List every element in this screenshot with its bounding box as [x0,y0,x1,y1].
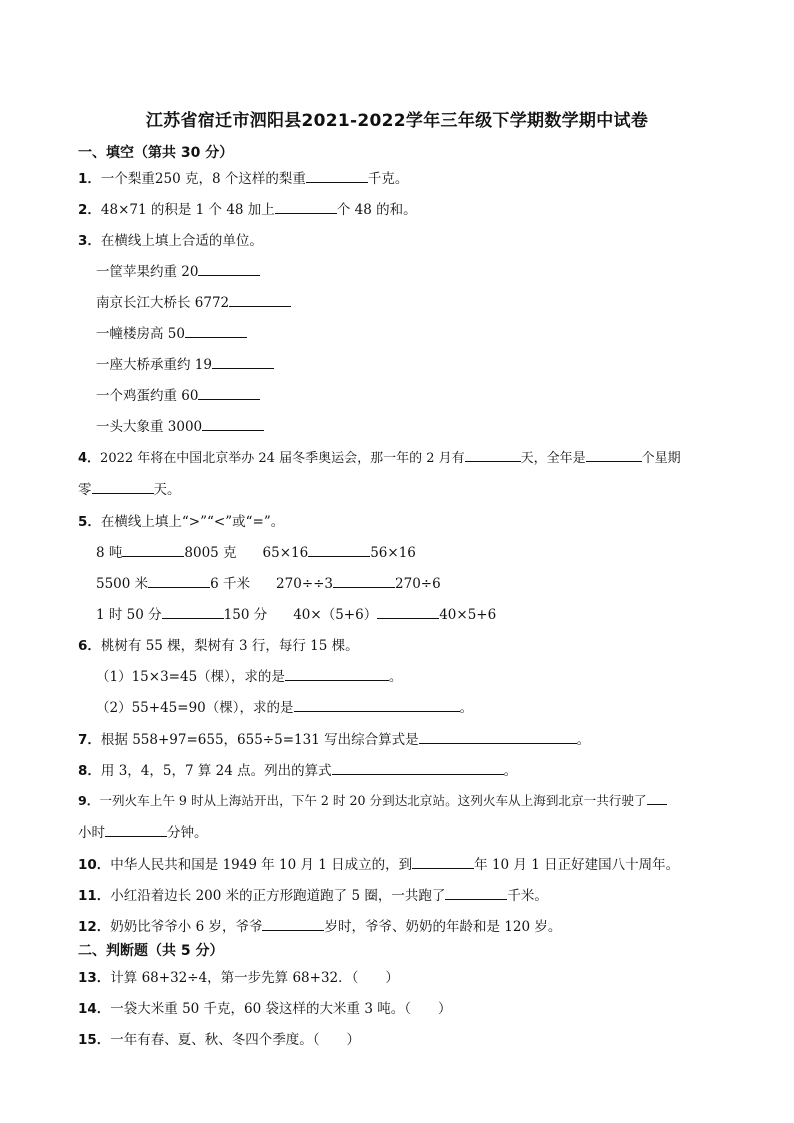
answer-blank[interactable] [333,575,395,588]
answer-blank[interactable] [412,856,474,869]
question-text: 年 10 月 1 日正好建国八十周年。 [474,857,680,873]
compare-left: 40×（5+6） [293,607,378,623]
question-14 [78,997,451,1017]
answer-blank[interactable] [122,544,184,557]
question-15 [78,1028,360,1048]
question-text: 零 [78,482,92,498]
question-2 [78,198,417,218]
question-number: 15． [78,1032,111,1048]
answer-blank[interactable] [586,449,642,462]
question-number: 6． [78,638,101,654]
compare-row [96,572,441,592]
question-text: 一个梨重250 克，8 个这样的梨重 [100,171,306,187]
unit-item [96,415,264,435]
unit-item-text: 一头大象重 3000 [96,419,203,435]
answer-blank[interactable] [148,575,210,588]
sub-question-text: 。 [388,669,403,685]
unit-item-text: 一座大桥承重约 19 [96,357,212,373]
compare-right: 6 千米 [210,576,251,592]
answer-blank[interactable] [275,201,337,214]
question-number: 10． [78,857,111,873]
question-text: 个星期 [641,451,681,466]
unit-item-text: 一幢楼房高 50 [96,326,185,342]
question-text: 岁时，爷爷、奶奶的年龄和是 120 岁。 [324,919,562,935]
question-text: 在横线上填上合适的单位。 [100,233,263,249]
question-text: 一年有春、夏、秋、冬四个季度。（ ） [110,1032,361,1048]
compare-row [96,603,496,623]
compare-right: 8005 克 [184,545,237,561]
compare-row [96,541,416,561]
question-number: 2． [78,202,101,218]
question-text: 分钟。 [167,825,208,841]
question-number: 5． [78,514,101,530]
question-text: 。 [576,732,591,748]
compare-left: 5500 米 [96,576,149,592]
answer-blank[interactable] [202,418,264,431]
sub-question-text: （1）15×3=45（棵），求的是 [96,669,285,685]
question-9 [78,790,667,809]
question-number: 11． [78,888,111,904]
answer-blank[interactable] [377,606,439,619]
question-number: 7． [78,732,101,748]
question-text: 2022 年将在中国北京举办 24 届冬季奥运会，那一年的 2 月有 [100,451,465,466]
sub-question-2 [96,696,473,716]
answer-blank[interactable] [92,481,154,494]
question-8 [78,759,517,779]
question-text: 48×71 的积是 1 个 48 加上 [100,202,275,218]
section-heading-true-false: 二、判断题（共 5 分） [78,943,224,959]
question-number: 12． [78,919,111,935]
question-11 [78,884,548,904]
answer-blank[interactable] [419,731,577,744]
answer-blank[interactable] [212,356,274,369]
question-number: 9． [78,793,100,808]
question-text: 一列火车上午 9 时从上海站开出，下午 2 时 20 分到达北京站。这列火车从上海到北京一共行驶了 [99,793,647,808]
question-text: 奶奶比爷爷小 6 岁，爷爷 [110,919,263,935]
question-10 [78,853,679,873]
question-number: 4． [78,451,101,466]
answer-blank[interactable] [185,325,247,338]
answer-blank[interactable] [285,668,389,681]
question-text: 用 3，4，5，7 算 24 点。列出的算式 [100,763,332,779]
question-text: 。 [503,763,518,779]
question-text: 一袋大米重 50 千克，60 袋这样的大米重 3 吨。（ ） [110,1001,452,1017]
answer-blank[interactable] [465,449,521,462]
compare-left: 270÷÷3 [276,576,334,592]
question-text: 天。 [153,482,181,498]
question-12 [78,915,561,935]
question-text: 桃树有 55 棵，梨树有 3 行，每行 15 棵。 [100,638,359,654]
question-text: 个 48 的和。 [336,202,417,218]
unit-item [96,384,260,404]
compare-left: 65×16 [262,545,309,561]
compare-right: 270÷6 [395,576,441,592]
unit-item-text: 一个鸡蛋约重 60 [96,388,199,404]
question-number: 14． [78,1001,111,1017]
question-9-continued [78,821,208,841]
unit-item [96,353,274,373]
unit-item [96,291,291,311]
answer-blank[interactable] [332,762,504,775]
answer-blank[interactable] [294,699,460,712]
question-text: 小红沿着边长 200 米的正方形跑道跑了 5 圈，一共跑了 [110,888,446,904]
question-7 [78,728,590,748]
question-text: 小时 [78,825,105,841]
compare-right: 56×16 [370,545,416,561]
compare-left: 8 吨 [96,545,123,561]
question-1 [78,167,408,187]
question-text: 千米。 [507,888,548,904]
answer-blank[interactable] [229,294,291,307]
answer-blank[interactable] [105,824,167,837]
answer-blank[interactable] [647,792,667,805]
answer-blank[interactable] [198,387,260,400]
question-text: 天，全年是 [520,451,586,466]
compare-right: 40×5+6 [439,607,497,623]
answer-blank[interactable] [162,606,224,619]
question-4-continued [78,478,181,498]
unit-item [96,322,247,342]
question-13 [78,966,399,986]
unit-item-text: 一筐苹果约重 20 [96,264,199,280]
unit-item [96,260,260,280]
compare-right: 150 分 [223,607,268,623]
question-text: 千克。 [367,171,409,187]
question-text: 计算 68+32÷4，第一步先算 68+32．（ ） [110,970,399,986]
question-number: 13． [78,970,111,986]
answer-blank[interactable] [198,263,260,276]
question-6 [78,634,359,654]
question-3 [78,229,263,249]
sub-question-1 [96,665,402,685]
section-heading-fill-in: 一、填空（第共 30 分） [78,145,234,161]
answer-blank[interactable] [306,170,368,183]
sub-question-text: （2）55+45=90（棵），求的是 [96,700,294,716]
answer-blank[interactable] [445,887,507,900]
answer-blank[interactable] [262,918,324,931]
sub-question-text: 。 [459,700,473,716]
question-number: 8． [78,763,101,779]
question-5 [78,510,284,530]
question-text: 在横线上填上“>”“<”或“=”。 [100,514,285,530]
question-text: 根据 558+97=655，655÷5=131 写出综合算式是 [100,732,419,748]
page-title: 江苏省宿迁市泗阳县2021-2022学年三年级下学期数学期中试卷 [145,111,649,131]
compare-left: 1 时 50 分 [96,607,162,623]
answer-blank[interactable] [308,544,370,557]
question-number: 1． [78,171,101,187]
unit-item-text: 南京长江大桥长 6772 [96,295,230,311]
question-4 [78,447,681,466]
question-number: 3． [78,233,101,249]
question-text: 中华人民共和国是 1949 年 10 月 1 日成立的，到 [110,857,413,873]
